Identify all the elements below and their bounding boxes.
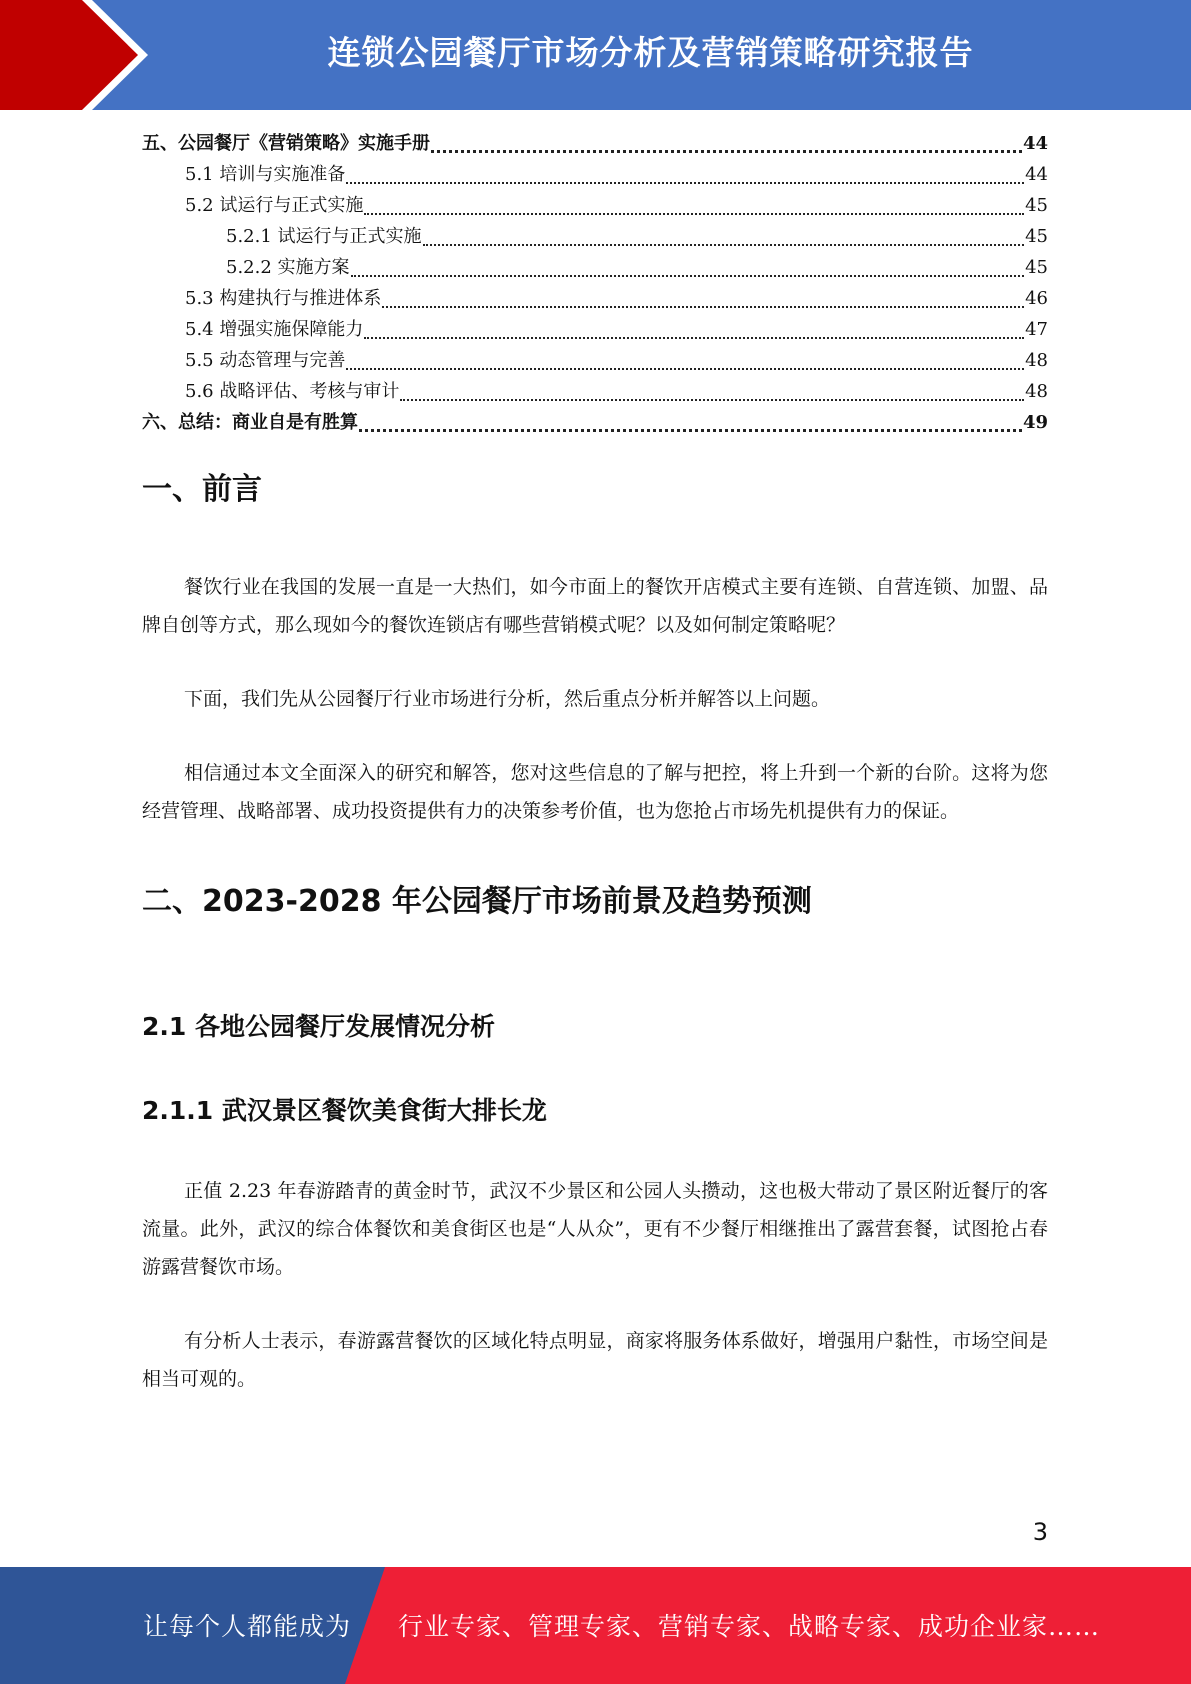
toc-entry-title: 5.4 增强实施保障能力 bbox=[185, 319, 364, 340]
toc-entry[interactable] bbox=[142, 221, 1048, 252]
toc-dot-leader bbox=[359, 429, 1022, 432]
toc-entry-page: 48 bbox=[1025, 381, 1048, 402]
toc-entry[interactable] bbox=[142, 159, 1048, 190]
section-heading-forecast: 二、2023-2028 年公园餐厅市场前景及趋势预测 bbox=[142, 884, 812, 919]
toc-entry[interactable] bbox=[142, 252, 1048, 283]
header-arrow-decoration bbox=[0, 0, 160, 110]
toc-entry-page: 44 bbox=[1022, 133, 1048, 154]
body-paragraph: 有分析人士表示，春游露营餐饮的区域化特点明显，商家将服务体系做好，增强用户黏性，市场空间是相当可观的。 bbox=[142, 1330, 1048, 1390]
toc-dot-leader bbox=[382, 306, 1024, 308]
toc-entry-page: 49 bbox=[1022, 412, 1048, 433]
body-paragraph: 下面，我们先从公园餐厅行业市场进行分析，然后重点分析并解答以上问题。 bbox=[184, 688, 831, 710]
subsection-heading: 2.1 各地公园餐厅发展情况分析 bbox=[142, 1012, 495, 1041]
body-paragraph: 相信通过本文全面深入的研究和解答，您对这些信息的了解与把控，将上升到一个新的台阶。这将为您经营管理、战略部署、成功投资提供有力的决策参考价值，也为您抢占市场先机提供有力的保证。 bbox=[142, 762, 1048, 822]
toc-entry-title: 六、总结：商业自是有胜算 bbox=[142, 412, 358, 433]
toc-entry-page: 48 bbox=[1025, 350, 1048, 371]
toc-dot-leader bbox=[400, 399, 1024, 401]
section-heading-preface: 一、前言 bbox=[142, 472, 262, 507]
toc-dot-leader bbox=[364, 337, 1024, 339]
toc-entry-title: 5.5 动态管理与完善 bbox=[185, 350, 346, 371]
toc-entry[interactable] bbox=[142, 345, 1048, 376]
subsubsection-heading: 2.1.1 武汉景区餐饮美食街大排长龙 bbox=[142, 1096, 547, 1125]
footer-slogan-right: 行业专家、管理专家、营销专家、战略专家、成功企业家…… bbox=[398, 1612, 1101, 1641]
toc-entry[interactable] bbox=[142, 407, 1048, 438]
toc-entry-title: 5.2.1 试运行与正式实施 bbox=[226, 226, 422, 247]
toc-entry-page: 45 bbox=[1025, 257, 1048, 278]
toc-entry-title: 5.1 培训与实施准备 bbox=[185, 164, 346, 185]
table-of-contents bbox=[142, 128, 1048, 438]
document-title: 连锁公园餐厅市场分析及营销策略研究报告 bbox=[327, 33, 974, 72]
page-header bbox=[0, 0, 1191, 110]
toc-dot-leader bbox=[423, 244, 1025, 246]
page-number: 3 bbox=[1032, 1518, 1048, 1546]
toc-entry[interactable] bbox=[142, 376, 1048, 407]
toc-entry[interactable] bbox=[142, 190, 1048, 221]
body-paragraph: 餐饮行业在我国的发展一直是一大热们，如今市面上的餐饮开店模式主要有连锁、自营连锁、加盟、品牌自创等方式，那么现如今的餐饮连锁店有哪些营销模式呢？以及如何制定策略呢？ bbox=[142, 576, 1048, 636]
toc-entry-page: 45 bbox=[1025, 226, 1048, 247]
toc-entry-title: 五、公园餐厅《营销策略》实施手册 bbox=[142, 133, 430, 154]
toc-entry-page: 44 bbox=[1025, 164, 1048, 185]
toc-entry[interactable] bbox=[142, 314, 1048, 345]
footer-slogan-left: 让每个人都能成为 bbox=[143, 1612, 352, 1641]
toc-entry-title: 5.6 战略评估、考核与审计 bbox=[185, 381, 400, 402]
toc-entry-title: 5.3 构建执行与推进体系 bbox=[185, 288, 382, 309]
toc-dot-leader bbox=[431, 150, 1022, 153]
toc-entry-page: 46 bbox=[1025, 288, 1048, 309]
page-footer bbox=[0, 1567, 1191, 1684]
toc-dot-leader bbox=[346, 182, 1024, 184]
toc-entry-page: 47 bbox=[1025, 319, 1048, 340]
toc-dot-leader bbox=[346, 368, 1024, 370]
toc-entry[interactable] bbox=[142, 283, 1048, 314]
toc-entry-page: 45 bbox=[1025, 195, 1048, 216]
toc-dot-leader bbox=[351, 275, 1025, 277]
main-content bbox=[142, 470, 1048, 1398]
toc-entry-title: 5.2.2 实施方案 bbox=[226, 257, 350, 278]
toc-dot-leader bbox=[364, 213, 1024, 215]
body-paragraph: 正值 2.23 年春游踏青的黄金时节，武汉不少景区和公园人头攒动，这也极大带动了景区附近餐厅的客流量。此外，武汉的综合体餐饮和美食街区也是“人从众”，更有不少餐厅相继推出了露营套餐，试图抢占春游露营餐饮市场。 bbox=[142, 1180, 1048, 1278]
toc-entry[interactable] bbox=[142, 128, 1048, 159]
toc-entry-title: 5.2 试运行与正式实施 bbox=[185, 195, 364, 216]
